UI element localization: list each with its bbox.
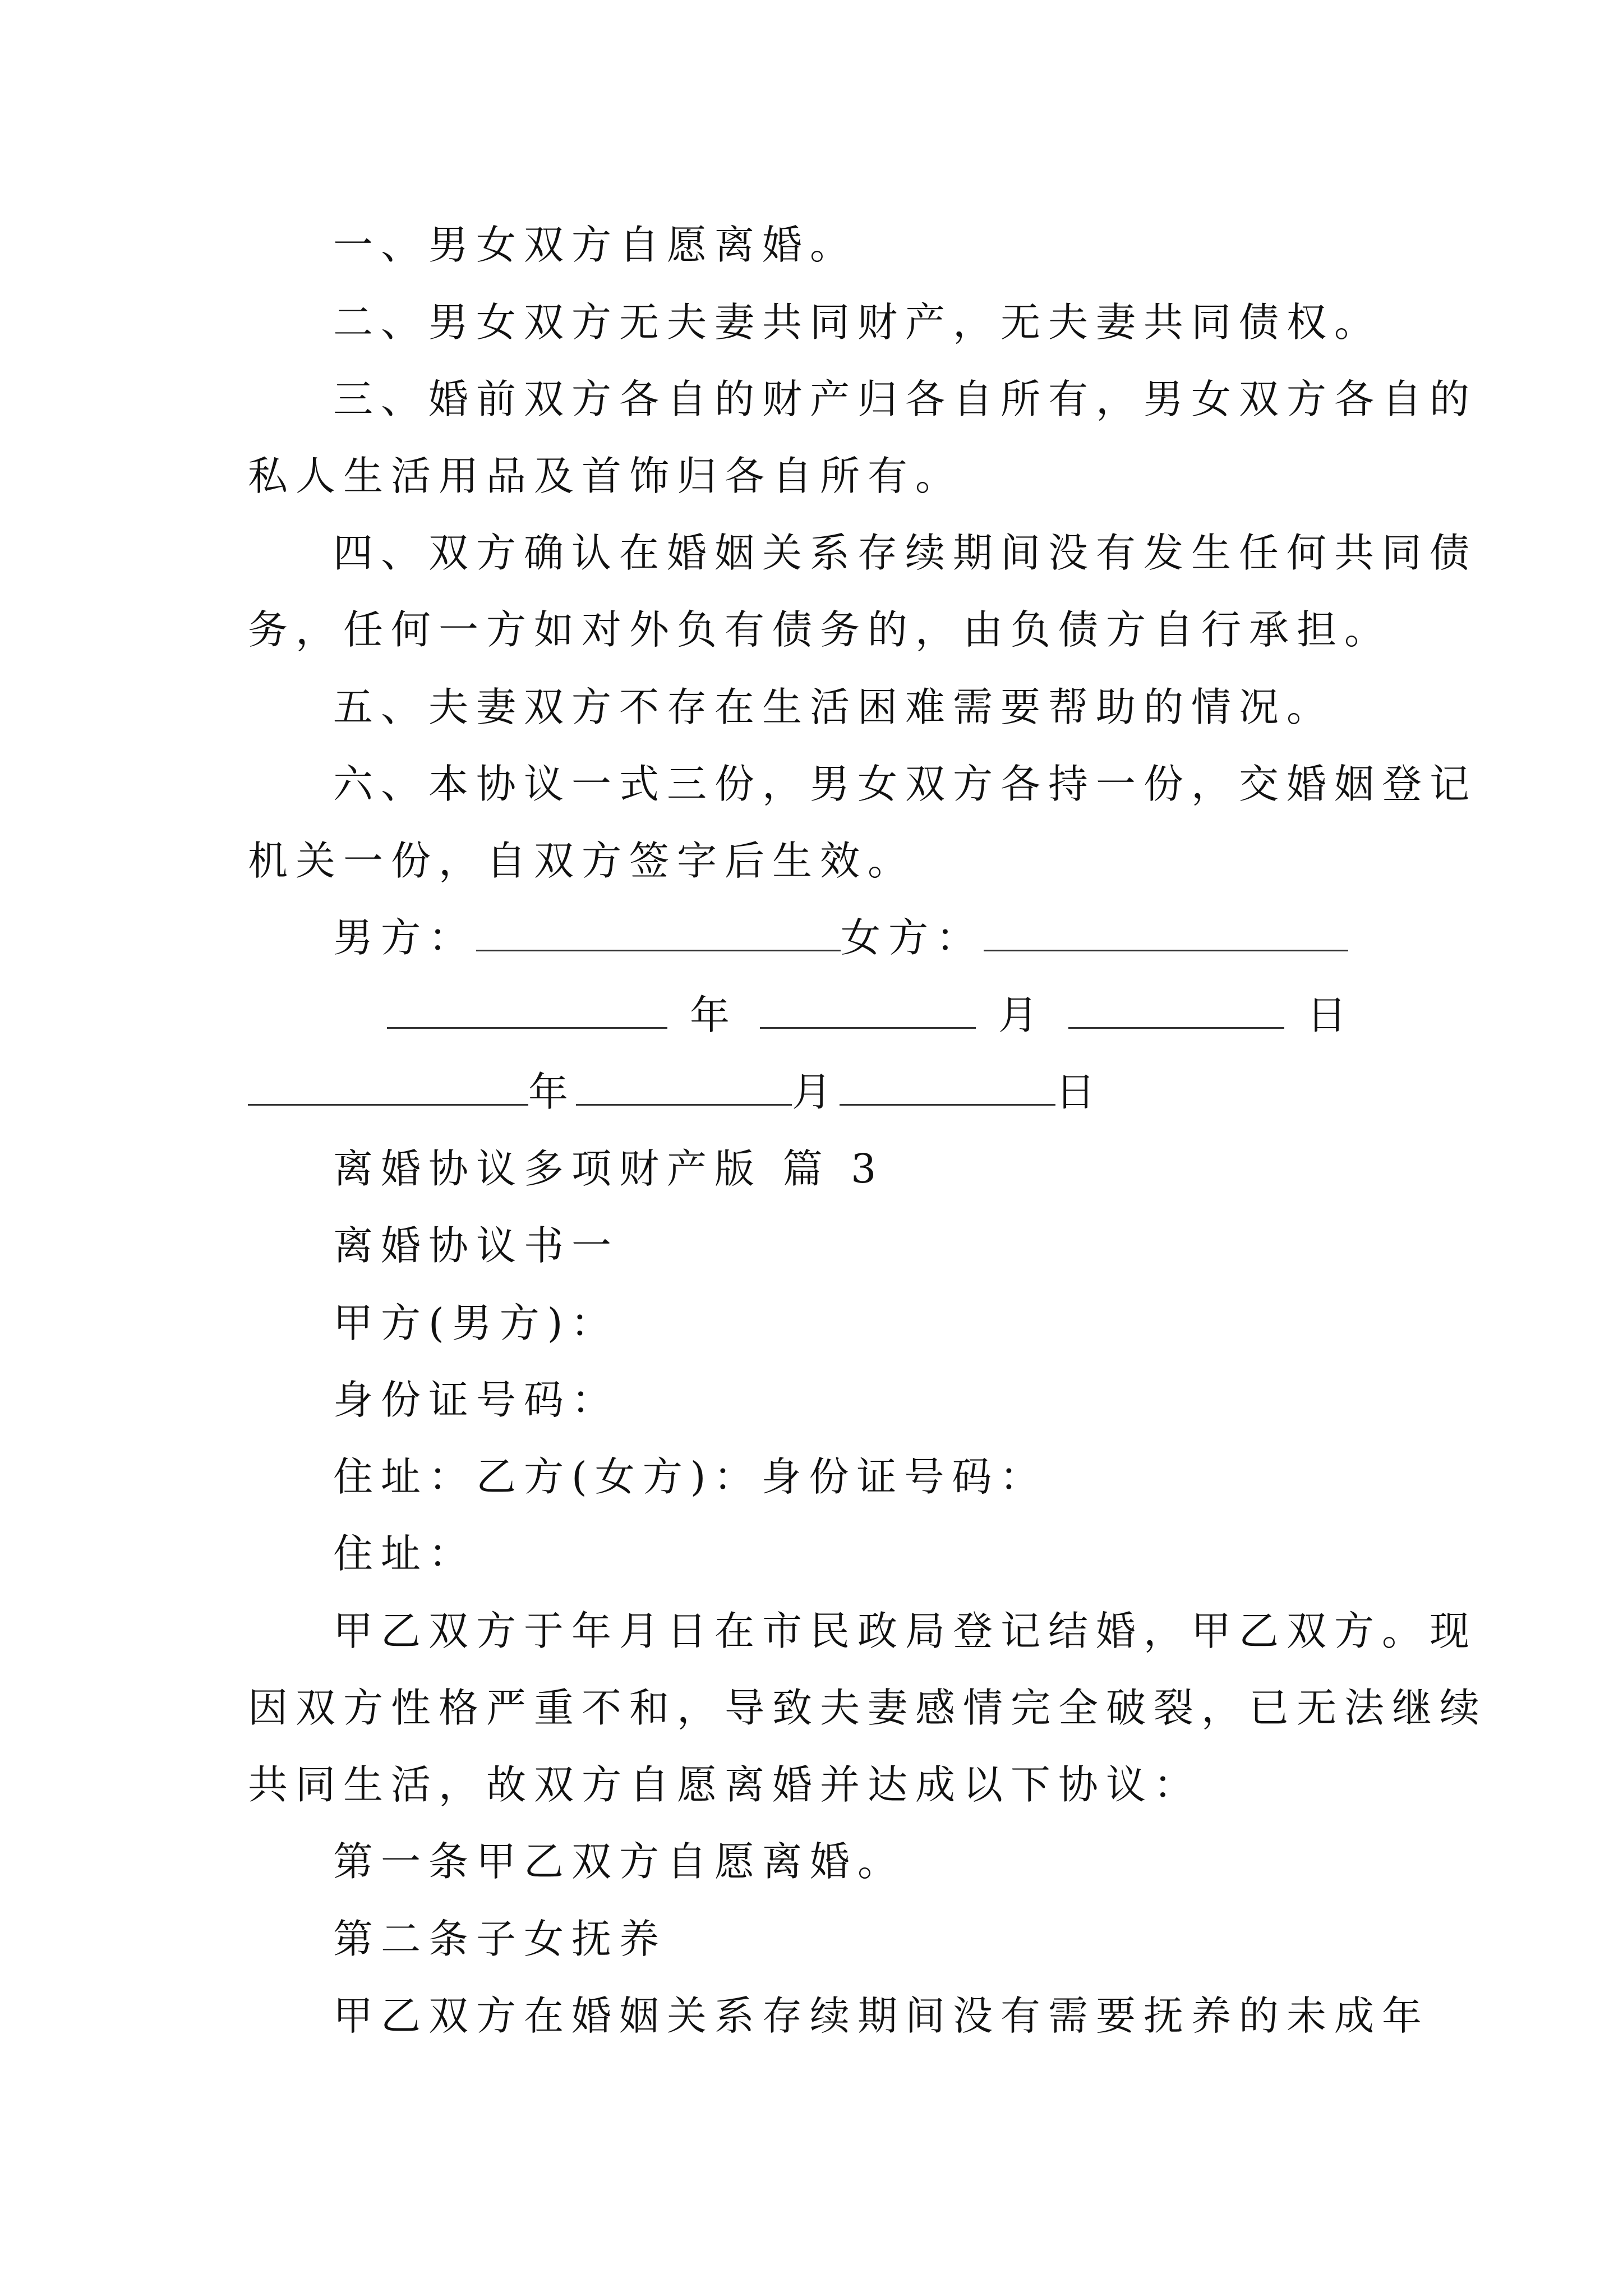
day-blank-1[interactable] bbox=[1068, 991, 1284, 1029]
section-subheading: 离婚协议书一 bbox=[333, 1222, 620, 1269]
id-number-label: 身份证号码： bbox=[333, 1377, 620, 1423]
signature-line bbox=[248, 899, 1386, 976]
female-signature-blank[interactable] bbox=[984, 914, 1348, 951]
clause-4-line-1: 四、双方确认在婚姻关系存续期间没有发生任何共同债 bbox=[333, 530, 1478, 576]
year-blank-2[interactable] bbox=[248, 1068, 528, 1106]
year-blank-1[interactable] bbox=[387, 991, 667, 1029]
clause-3-line-1: 三、婚前双方各自的财产归各自所有，男女双方各自的 bbox=[333, 376, 1478, 422]
day-label-1: 日 bbox=[1307, 992, 1355, 1038]
year-label-2: 年 bbox=[528, 1069, 577, 1115]
address-label: 住址： bbox=[333, 1530, 477, 1577]
date-line-1 bbox=[387, 977, 1385, 1053]
clause-2: 二、男女双方无夫妻共同财产，无夫妻共同债权。 bbox=[333, 299, 1382, 346]
body-line-2: 因双方性格严重不和，导致夫妻感情完全破裂，已无法继续 bbox=[248, 1685, 1488, 1731]
month-label-1: 月 bbox=[998, 992, 1046, 1038]
party-a-label: 甲方(男方)： bbox=[333, 1300, 619, 1346]
clause-5: 五、夫妻双方不存在生活困难需要帮助的情况。 bbox=[333, 684, 1335, 730]
male-signature-blank[interactable] bbox=[476, 914, 841, 951]
month-label-2: 月 bbox=[792, 1069, 840, 1115]
year-label-1: 年 bbox=[690, 992, 738, 1038]
clause-3-line-2: 私人生活用品及首饰归各自所有。 bbox=[248, 453, 963, 499]
section-heading: 离婚协议多项财产版 篇 3 bbox=[333, 1145, 884, 1192]
day-label-2: 日 bbox=[1055, 1069, 1104, 1115]
date-line-2 bbox=[248, 1053, 1386, 1130]
clause-6-line-1: 六、本协议一式三份，男女双方各持一份，交婚姻登记 bbox=[333, 761, 1478, 807]
day-blank-2[interactable] bbox=[840, 1068, 1055, 1106]
month-blank-1[interactable] bbox=[760, 991, 976, 1029]
article-2-body: 甲乙双方在婚姻关系存续期间没有需要抚养的未成年 bbox=[333, 1993, 1430, 2039]
article-2-title: 第二条子女抚养 bbox=[333, 1916, 667, 1962]
address-party-b-line: 住址：乙方(女方)：身份证号码： bbox=[333, 1453, 1048, 1500]
clause-6-line-2: 机关一份，自双方签字后生效。 bbox=[248, 838, 916, 884]
article-1: 第一条甲乙双方自愿离婚。 bbox=[333, 1838, 906, 1885]
body-line-3: 共同生活，故双方自愿离婚并达成以下协议： bbox=[248, 1761, 1202, 1808]
body-line-1: 甲乙双方于年月日在市民政局登记结婚，甲乙双方。现 bbox=[333, 1608, 1478, 1654]
female-label: 女方： bbox=[841, 914, 984, 961]
month-blank-2[interactable] bbox=[576, 1068, 792, 1106]
clause-1: 一、男女双方自愿离婚。 bbox=[333, 222, 858, 268]
male-label: 男方： bbox=[333, 914, 477, 961]
clause-4-line-2: 务，任何一方如对外负有债务的，由负债方自行承担。 bbox=[248, 606, 1393, 653]
